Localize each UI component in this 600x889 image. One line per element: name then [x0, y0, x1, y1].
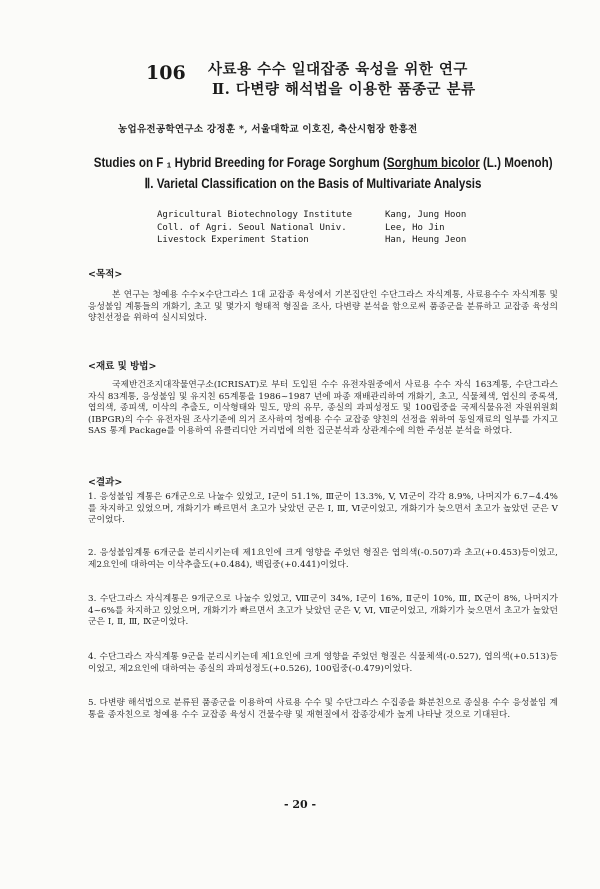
affiliation-row	[157, 234, 557, 247]
institute: Agricultural Biotechnology Institute	[157, 210, 353, 220]
results-heading: <결과>	[88, 477, 123, 488]
objective-heading: <목적>	[88, 269, 123, 280]
author: Lee, Ho Jin	[385, 222, 445, 233]
materials-text	[88, 380, 558, 438]
affiliation-row	[157, 222, 557, 235]
scientific-name: Sorghum bicolor	[386, 155, 480, 170]
english-title	[93, 152, 553, 194]
korean-title-line2: Ⅱ. 다변량 해석법을 이용한 품종군 분류	[212, 81, 476, 98]
results-item-3: 3. 수단그라스 자식계통은 9개군으로 나눌수 있었고, Ⅷ군이 34%, I군이 16%, Ⅱ군이 10%, Ⅲ, Ⅸ군이 8%, 나머지가 4~6%를 차지하고 있었으며, 개화기가 빠르면서 초고가 낮았던 군은 V, Ⅵ, Ⅶ군이었고, 개화기가 늦으면서 초고가 높았던 군은 I, Ⅱ, Ⅲ, Ⅸ군이었다.	[88, 594, 558, 628]
english-title-post: (L.) Moenoh)	[479, 155, 553, 170]
english-title-line1	[93, 152, 553, 173]
materials-heading: <재료 및 방법>	[88, 361, 157, 372]
results-item-2: 2. 응성불임계통 6개군을 분리시키는데 제1요인에 크게 영향을 주었던 형질은 엽의색(-0.507)과 초고(+0.453)등이었고, 제2요인에 대하여는 이삭추출도(+0.484), 백립중(+0.441)이었다.	[88, 548, 558, 570]
materials-paragraph: 국제반건조지대작물연구소(ICRISAT)로 부터 도입된 수수 유전자원중에서 사료용 수수 자식 163계통, 수단그라스 자식 83계통, 응성불임 및 유지친 65계통을 1986~1987 년에 파종 재배관리하여 개화기, 초고, 식물체색, 엽신의 중록색, 엽의색, 종피색, 이삭의 추출도, 이삭형태와 밀도, 망의 유무, 종실의 과피성정도 및 100립중을 국제식물유전 자원위원회(IBPGR)의 수수 유전자원 조사기준에 의거 조사하여 청예용 수수 교잡종 양친의 선정을 위하여 동일재료의 일부를 가지고 SAS 통계 Package를 이용하여 유클리디안 거리법에 의한 집군분석과 상관계수에 의한 주성분 분석을 하였다.	[88, 380, 558, 437]
korean-title-line1: 사료용 수수 일대잡종 육성을 위한 연구	[208, 61, 468, 78]
results-item-4: 4. 수단그라스 자식계통 9군을 분리시키는데 제1요인에 크게 영향을 주었던 형질은 식물체색(-0.527), 엽의색(+0.513)등이었고, 제2요인에 대하여는 종실의 과피성정도(+0.526), 100립중(-0.479)이었다.	[88, 652, 558, 674]
results-item-1: 1. 응성불임 계통은 6개군으로 나눌수 있었고, I군이 51.1%, Ⅲ군이 13.3%, V, Ⅵ군이 각각 8.9%, 나머지가 6.7~4.4%를 차지하고 있었으며, 개화기가 빠르면서 초고가 낮았던 군은 I, Ⅲ, Ⅵ군이었고, 개화기가 늦으면서 초고가 높았던 군은 V군이었다.	[88, 492, 558, 526]
author: Kang, Jung Hoon	[385, 210, 467, 220]
objective-text	[88, 290, 558, 325]
korean-title	[208, 60, 508, 100]
korean-authors: 농업유전공학연구소 강정훈 *, 서울대학교 이호진, 축산시험장 한흥전	[118, 124, 418, 135]
results-item-5: 5. 다변량 해석법으로 분류된 품종군을 이용하여 사료용 수수 및 수단그라스 수집종을 화분친으로 종실용 수수 응성불임 계통을 종자친으로 청예용 수수 교잡종 육성시 건물수량 및 재현질에서 잡종강세가 높게 나타날 것으로 기대된다.	[88, 698, 558, 720]
affiliations	[157, 209, 557, 247]
english-title-line2: Ⅱ. Varietal Classification on the Basis of Multivariate Analysis	[144, 176, 482, 191]
institute: Coll. of Agri. Seoul National Univ.	[157, 222, 347, 233]
author: Han, Heung Jeon	[385, 235, 467, 245]
institute: Livestock Experiment Station	[157, 235, 309, 245]
paper-number: 106	[146, 62, 186, 84]
objective-paragraph: 본 연구는 청예용 수수×수단그라스 1대 교잡종 육성에서 기본집단인 수단그라스 자식계통, 사료용수수 자식계통 및 응성불임 계통들의 개화기, 초고 및 몇가지 형태적 형질을 조사, 다변량 분석을 함으로써 품종군을 분류하고 교잡종 육성의 양친선정을 위하여 실시되었다.	[88, 290, 558, 324]
affiliation-row	[157, 209, 557, 222]
page-number: - 20 -	[283, 798, 317, 811]
english-title-pre: Studies on F ₁ Hybrid Breeding for Forage Sorghum (	[93, 155, 387, 170]
